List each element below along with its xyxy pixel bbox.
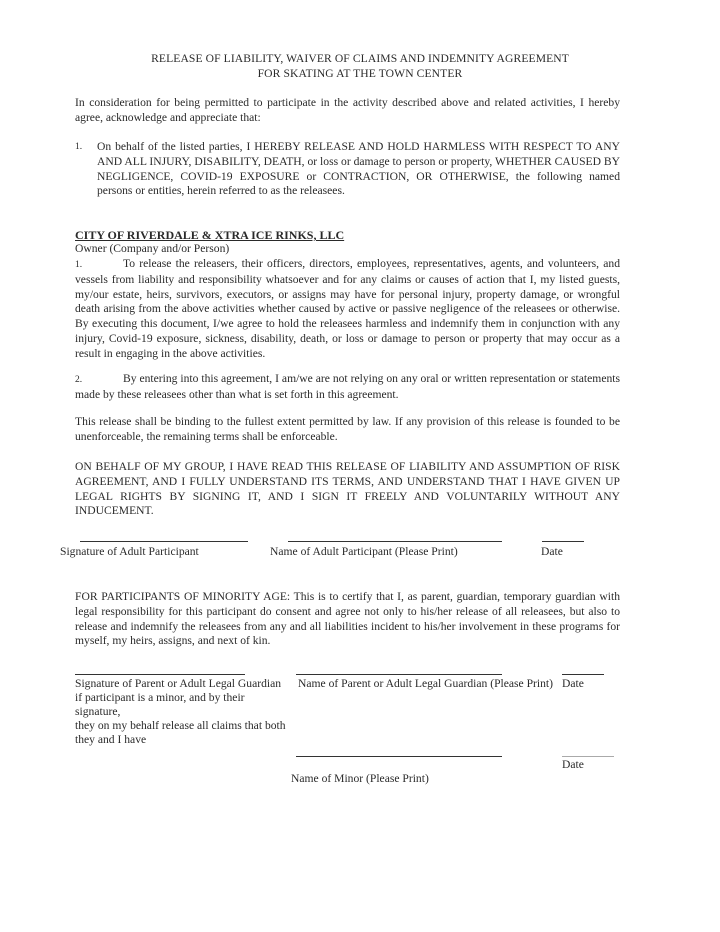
parent-name-label: Name of Parent or Adult Legal Guardian (Please Print): [298, 677, 553, 690]
parent-name-line[interactable]: [296, 674, 502, 675]
clause-2-text: By entering into this agreement, I am/we are not relying on any oral or written representation or statements made by these releasees other than what is set forth in this agreement.: [75, 372, 620, 401]
minor-name-line[interactable]: [296, 756, 502, 757]
parent-note-line-3: they on my behalf release all claims that both: [75, 719, 286, 732]
binding-paragraph: This release shall be binding to the fullest extent permitted by law. If any provision of this release is founded to be unenforceable, the remaining terms shall be enforceable.: [75, 415, 620, 443]
release-item-1: [75, 140, 620, 200]
minor-certification-paragraph: FOR PARTICIPANTS OF MINORITY AGE: This is to certify that I, as parent, guardian, temporary guardian with legal responsibility for this participant do consent and agree not only to his/her release of all releasees, but also to release and indemnify the releasees from any and all liabilities incident to his/her involvement in these programs for myself, my heirs, assigns, and next of kin.: [75, 590, 620, 648]
parent-note-line-2: signature,: [75, 705, 121, 718]
parent-note-line-1: if participant is a minor, and by their: [75, 691, 245, 704]
clause-1-number: 1.: [75, 260, 83, 270]
parent-date-label: Date: [562, 677, 584, 690]
item-text: On behalf of the listed parties, I HEREBY RELEASE AND HOLD HARMLESS WITH RESPECT TO ANY AND ALL INJURY, DISABILITY, DEATH, or loss or damage to person or property, WHETHER CAUSED BY NEGLIGENCE, COVID-19 EXPOSURE or CONTRACTION, OR OTHERWISE, the following named persons or entities, herein referred to as the releasees.: [97, 140, 620, 198]
clause-1-text: To release the releasers, their officers, directors, employees, representatives, agents, and volunteers, and vessels from liability and responsibility whatsoever and for any claims or causes of action that I, my listed guests, my/our estate, heirs, survivors, executors, or assigns may have for personal injury, property damage, or wrongful death arising from the above activities whether caused by active or passive negligence of the releasees or otherwise. By executing this document, I/we agree to hold the releasees harmless and indemnify them in conjunction with any injury, Covid-19 exposure, sickness, disability, death, or loss or damage to person or property that may occur as a result in engaging in the above activities.: [75, 257, 620, 360]
adult-signature-line[interactable]: [80, 541, 248, 542]
adult-name-label: Name of Adult Participant (Please Print): [270, 545, 458, 558]
minor-date-label: Date: [562, 758, 584, 771]
owner-name: CITY OF RIVERDALE & XTRA ICE RINKS, LLC: [75, 228, 345, 242]
parent-note-line-4: they and I have: [75, 733, 147, 746]
adult-date-label: Date: [541, 545, 563, 558]
adult-date-line[interactable]: [542, 541, 584, 542]
minor-name-label: Name of Minor (Please Print): [291, 772, 429, 785]
item-number: 1.: [75, 142, 83, 152]
title-line-1: RELEASE OF LIABILITY, WAIVER OF CLAIMS AND INDEMNITY AGREEMENT: [151, 52, 569, 65]
clause-1: [75, 257, 620, 362]
intro-paragraph: In consideration for being permitted to participate in the activity described above and related activities, I hereby agree, acknowledge and appreciate that:: [75, 96, 620, 124]
parent-signature-label: Signature of Parent or Adult Legal Guardian: [75, 677, 282, 690]
acknowledgement-paragraph: ON BEHALF OF MY GROUP, I HAVE READ THIS RELEASE OF LIABILITY AND ASSUMPTION OF RISK AGREEMENT, AND I FULLY UNDERSTAND ITS TERMS, AND UNDERSTAND THAT I HAVE GIVEN UP LEGAL RIGHTS BY SIGNING IT, AND I SIGN IT FREELY AND VOLUNTARILY WITHOUT ANY INDUCEMENT.: [75, 460, 620, 518]
owner-caption: Owner (Company and/or Person): [75, 242, 230, 255]
adult-signature-label: Signature of Adult Participant: [60, 545, 199, 558]
adult-name-line[interactable]: [288, 541, 502, 542]
title-line-2: FOR SKATING AT THE TOWN CENTER: [257, 67, 463, 80]
minor-date-line[interactable]: [562, 756, 614, 757]
clause-2: [75, 372, 620, 403]
document-title: [0, 51, 720, 81]
parent-date-line[interactable]: [562, 674, 604, 675]
clause-2-number: 2.: [75, 375, 83, 385]
parent-signature-line[interactable]: [75, 674, 245, 675]
